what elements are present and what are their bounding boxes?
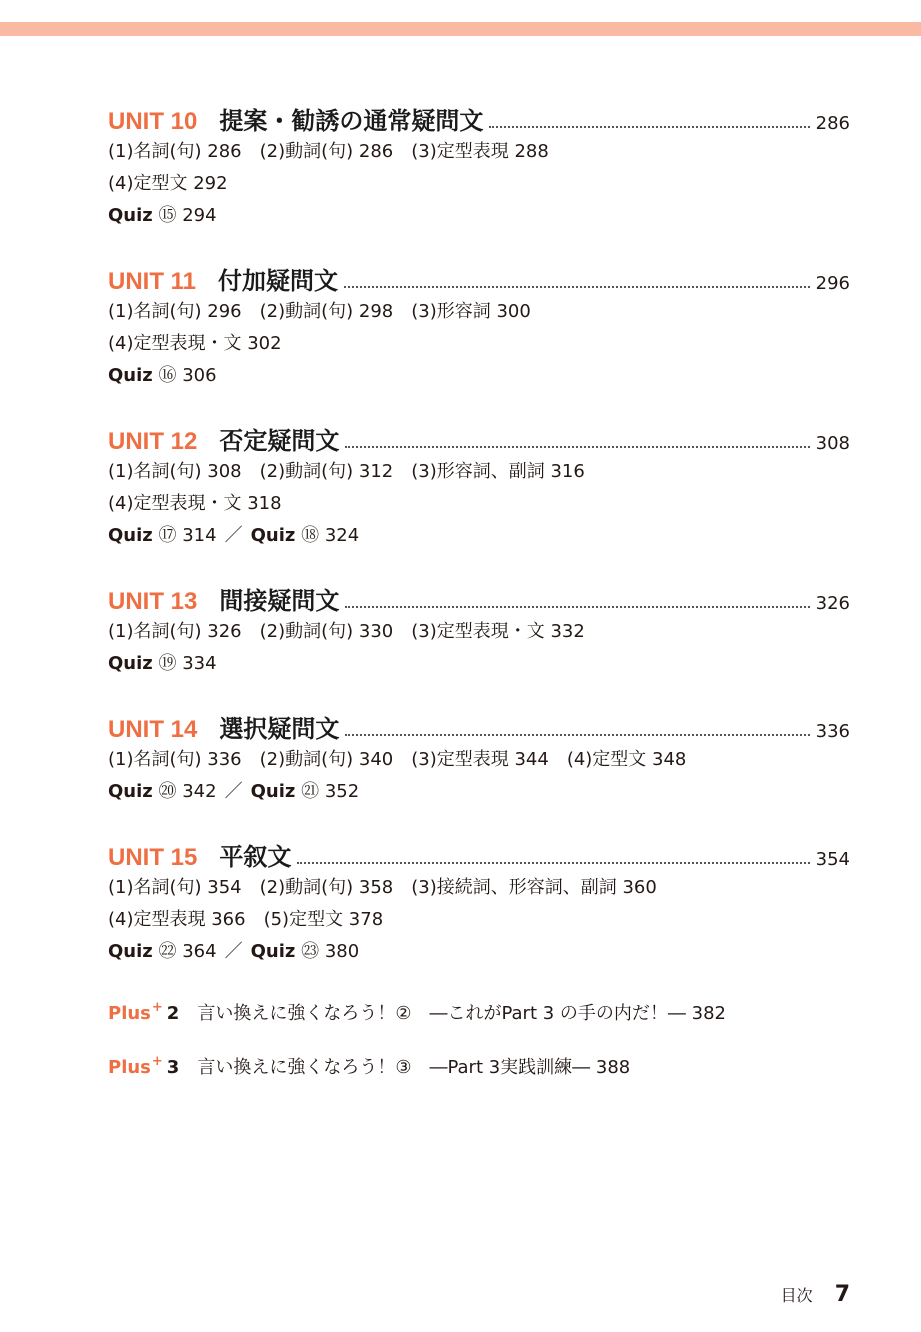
dot-leader [344,286,810,288]
unit-title: 付加疑問文 [218,267,339,295]
quiz-number: ⑮ [158,205,177,226]
section-line: (4)定型表現・文 318 [108,493,282,514]
plus-superscript: + [151,1000,163,1015]
quiz-number: ㉑ [301,781,320,802]
quiz-label: Quiz [250,781,296,802]
quiz-label: Quiz [108,365,153,386]
quiz-number: ⑲ [158,653,177,674]
quiz-label: Quiz [108,525,153,546]
dot-leader [297,862,809,864]
quiz-page: 352 [324,781,360,802]
unit-title: 提案・勧誘の通常疑問文 [219,107,484,135]
unit-heading[interactable] [108,260,850,296]
unit-heading[interactable] [108,420,850,456]
quiz-line [108,776,850,808]
unit-entry[interactable] [108,708,850,808]
dot-leader [345,606,809,608]
section-line: (4)定型文 292 [108,173,228,194]
dot-leader [345,734,809,736]
unit-entry[interactable] [108,580,850,680]
section-line: (1)名詞(句) 296 (2)動詞(句) 298 (3)形容詞 300 [108,301,531,322]
plus-text: 言い換えに強くなろう！② ―これがPart 3 の手の内だ！― 382 [197,1003,726,1024]
section-line: (1)名詞(句) 308 (2)動詞(句) 312 (3)形容詞、副詞 316 [108,461,585,482]
quiz-page: 380 [324,941,360,962]
unit-heading[interactable] [108,100,850,136]
unit-entry[interactable] [108,836,850,968]
plus-text: 言い換えに強くなろう！③ ―Part 3実践訓練― 388 [197,1057,631,1078]
unit-heading[interactable] [108,836,850,872]
unit-label: UNIT 14 [108,716,198,743]
quiz-page: 324 [324,525,360,546]
unit-label: UNIT 11 [108,268,197,295]
quiz-page: 334 [182,653,217,674]
quiz-line [108,936,850,968]
unit-page-number: 336 [815,721,850,742]
unit-label: UNIT 10 [108,108,198,135]
quiz-line [108,648,850,680]
quiz-label: Quiz [250,941,296,962]
quiz-label: Quiz [108,205,153,226]
unit-heading[interactable] [108,708,850,744]
section-line: (1)名詞(句) 354 (2)動詞(句) 358 (3)接続詞、形容詞、副詞 360 [108,877,657,898]
quiz-number: ㉓ [301,941,320,962]
unit-page-number: 326 [815,593,850,614]
unit-heading[interactable] [108,580,850,616]
unit-entry[interactable] [108,420,850,552]
quiz-label: Quiz [108,781,153,802]
quiz-line [108,520,850,552]
plus-entry[interactable] [108,1050,850,1080]
quiz-number: ㉒ [158,941,177,962]
unit-label: UNIT 13 [108,588,198,615]
page-footer [781,1282,850,1307]
quiz-page: 294 [182,205,217,226]
quiz-page: 314 [182,525,217,546]
table-of-contents [108,100,850,1104]
unit-page-number: 354 [815,849,850,870]
quiz-label: Quiz [108,653,153,674]
unit-page-number: 286 [815,113,850,134]
unit-page-number: 296 [815,273,850,294]
dot-leader [489,126,809,128]
quiz-number: ⑰ [158,525,177,546]
plus-label: Plus [108,1057,151,1078]
section-line: (4)定型表現・文 302 [108,333,282,354]
unit-title: 間接疑問文 [219,587,340,615]
plus-list [108,996,850,1080]
unit-entry[interactable] [108,100,850,232]
section-line: (1)名詞(句) 326 (2)動詞(句) 330 (3)定型表現・文 332 [108,621,585,642]
quiz-label: Quiz [108,941,153,962]
quiz-separator: ／ [224,525,243,546]
quiz-label: Quiz [250,525,296,546]
quiz-page: 342 [182,781,217,802]
unit-page-number: 308 [815,433,850,454]
unit-label: UNIT 12 [108,428,198,455]
plus-number: 3 [166,1057,180,1078]
unit-label: UNIT 15 [108,844,198,871]
plus-label: Plus [108,1003,151,1024]
plus-superscript: + [151,1054,163,1069]
quiz-number: ⑱ [301,525,320,546]
quiz-page: 306 [182,365,217,386]
quiz-separator: ／ [224,781,243,802]
quiz-page: 364 [182,941,217,962]
section-line: (1)名詞(句) 336 (2)動詞(句) 340 (3)定型表現 344 (4)定型文 348 [108,749,687,770]
top-color-band [0,22,921,36]
plus-entry[interactable] [108,996,850,1026]
unit-entry[interactable] [108,260,850,392]
unit-title: 平叙文 [219,843,292,871]
dot-leader [345,446,809,448]
section-line: (4)定型表現 366 (5)定型文 378 [108,909,384,930]
unit-title: 選択疑問文 [219,715,340,743]
quiz-number: ⑳ [158,781,177,802]
quiz-number: ⑯ [158,365,177,386]
quiz-separator: ／ [224,941,243,962]
unit-title: 否定疑問文 [219,427,340,455]
quiz-line [108,360,850,392]
quiz-line [108,200,850,232]
footer-label: 目次 [780,1286,813,1305]
section-line: (1)名詞(句) 286 (2)動詞(句) 286 (3)定型表現 288 [108,141,549,162]
unit-list [108,100,850,968]
page-number: 7 [834,1282,850,1307]
plus-number: 2 [166,1003,180,1024]
